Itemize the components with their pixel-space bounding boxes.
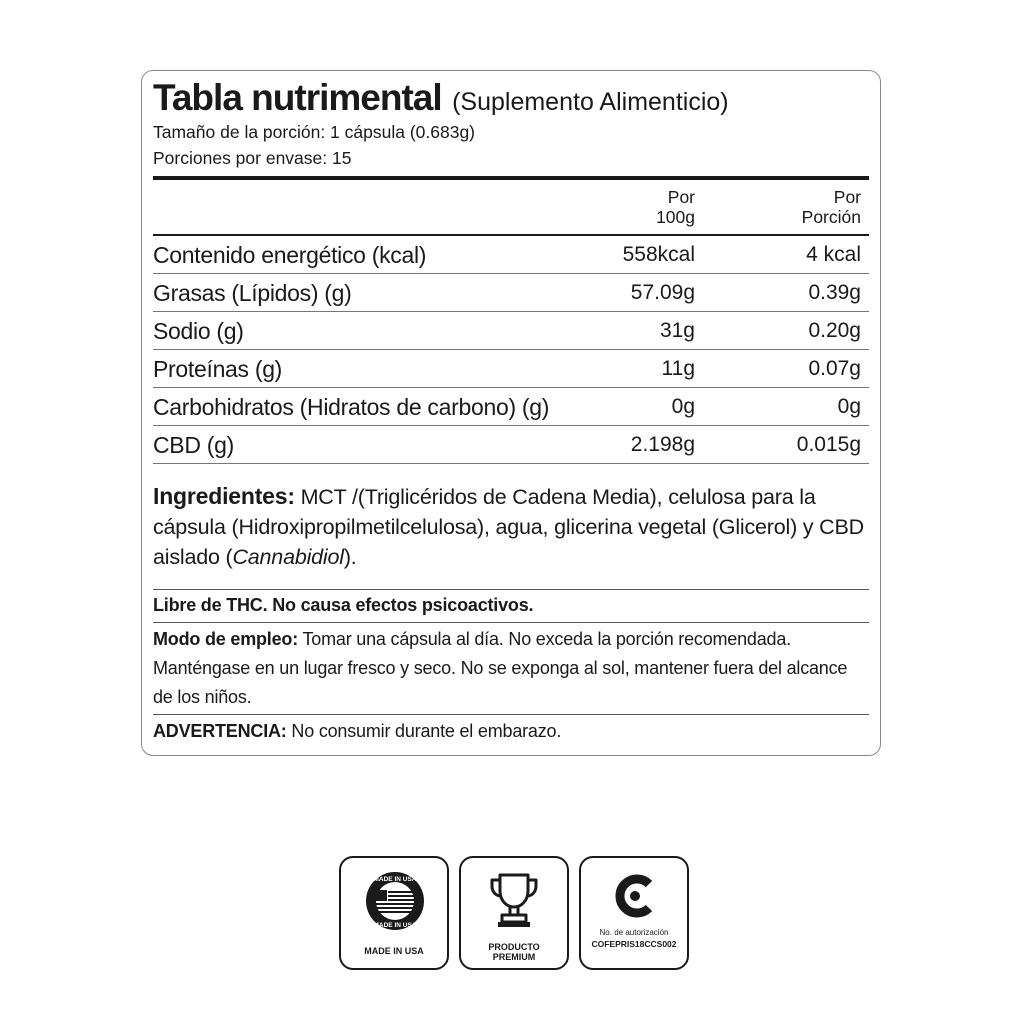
trophy-icon — [488, 869, 540, 931]
col2-line2: Porción — [801, 207, 861, 227]
col1-line1: Por — [667, 187, 695, 207]
divider — [153, 589, 869, 590]
row-value-perserving: 0.015g — [796, 433, 861, 456]
title-main: Tabla nutrimental — [153, 77, 442, 118]
table-row — [153, 312, 869, 350]
warning-note — [153, 717, 869, 746]
usage-note — [153, 625, 869, 712]
page-title — [153, 77, 729, 119]
divider — [153, 622, 869, 623]
ingredients-italic: Cannabidiol — [232, 545, 344, 569]
row-label: Carbohidratos (Hidratos de carbono) (g) — [153, 394, 550, 420]
row-label: Proteínas (g) — [153, 356, 283, 382]
title-subtitle: (Suplemento Alimenticio) — [452, 88, 729, 116]
usage-text: Tomar una cápsula al día. No exceda la porción recomendada. Manténgase en un lugar fresco y seco. No se exponga al sol, mantener fuera del alcance de los niños. — [153, 629, 848, 707]
thc-text: Libre de THC. No causa efectos psicoactivos. — [153, 595, 534, 615]
usage-heading: Modo de empleo: — [153, 629, 298, 649]
col2-line1: Por — [833, 187, 861, 207]
badges-row — [339, 856, 689, 970]
divider — [153, 714, 869, 715]
table-row — [153, 426, 869, 464]
thc-note — [153, 591, 869, 620]
premium-line1: PRODUCTO — [488, 942, 540, 952]
cofepris-logo-icon — [613, 874, 657, 918]
col1-line2: 100g — [656, 207, 695, 227]
ingredients-heading: Ingredientes: — [153, 483, 295, 509]
row-label: Grasas (Lípidos) (g) — [153, 280, 352, 306]
row-divider — [153, 463, 869, 464]
column-header-per-100g — [656, 187, 695, 227]
row-value-per100: 0g — [671, 395, 695, 418]
ingredients-block — [153, 481, 869, 572]
row-value-perserving: 0.20g — [808, 319, 861, 342]
table-row — [153, 350, 869, 388]
premium-product-badge — [459, 856, 569, 970]
serving-size: Tamaño de la porción: 1 cápsula (0.683g) — [153, 122, 476, 142]
ingredients-text-end: ). — [343, 545, 357, 569]
made-in-usa-badge — [339, 856, 449, 970]
row-value-per100: 31g — [659, 319, 695, 342]
cofepris-code: COFEPRIS18CCS002 — [591, 939, 677, 949]
premium-line2: PREMIUM — [492, 952, 536, 962]
row-label: Contenido energético (kcal) — [153, 242, 427, 268]
row-value-per100: 57.09g — [630, 281, 695, 304]
row-label: Sodio (g) — [153, 318, 244, 344]
row-value-perserving: 0g — [837, 395, 861, 418]
servings-per-container: Porciones por envase: 15 — [153, 148, 352, 168]
usa-seal-bottom-text: MADE IN USA — [373, 922, 417, 929]
usa-seal-icon — [364, 870, 426, 932]
row-value-perserving: 0.07g — [808, 357, 861, 380]
nutrition-panel — [141, 70, 881, 756]
warning-heading: ADVERTENCIA: — [153, 721, 287, 741]
cofepris-badge — [579, 856, 689, 970]
table-row — [153, 388, 869, 426]
row-value-per100: 558kcal — [622, 243, 695, 266]
row-value-perserving: 0.39g — [808, 281, 861, 304]
row-label: CBD (g) — [153, 432, 234, 458]
usa-seal-top-text: MADE IN USA — [373, 876, 417, 883]
column-header-per-serving — [802, 187, 861, 227]
cofepris-small-text: No. de autorización — [599, 928, 669, 937]
row-value-per100: 2.198g — [630, 433, 695, 456]
row-value-perserving: 4 kcal — [806, 243, 861, 266]
warning-text: No consumir durante el embarazo. — [286, 721, 562, 741]
row-value-per100: 11g — [661, 357, 695, 380]
table-row — [153, 236, 869, 274]
top-rule — [153, 176, 869, 180]
usa-label: MADE IN USA — [364, 946, 424, 956]
ingredients-text: MCT /(Triglicéridos de Cadena Media), celulosa para la cápsula (Hidroxipropilmetilcelulosa), agua, glicerina vegetal (Glicerol) y CBD aislado ( — [153, 485, 864, 569]
table-row — [153, 274, 869, 312]
